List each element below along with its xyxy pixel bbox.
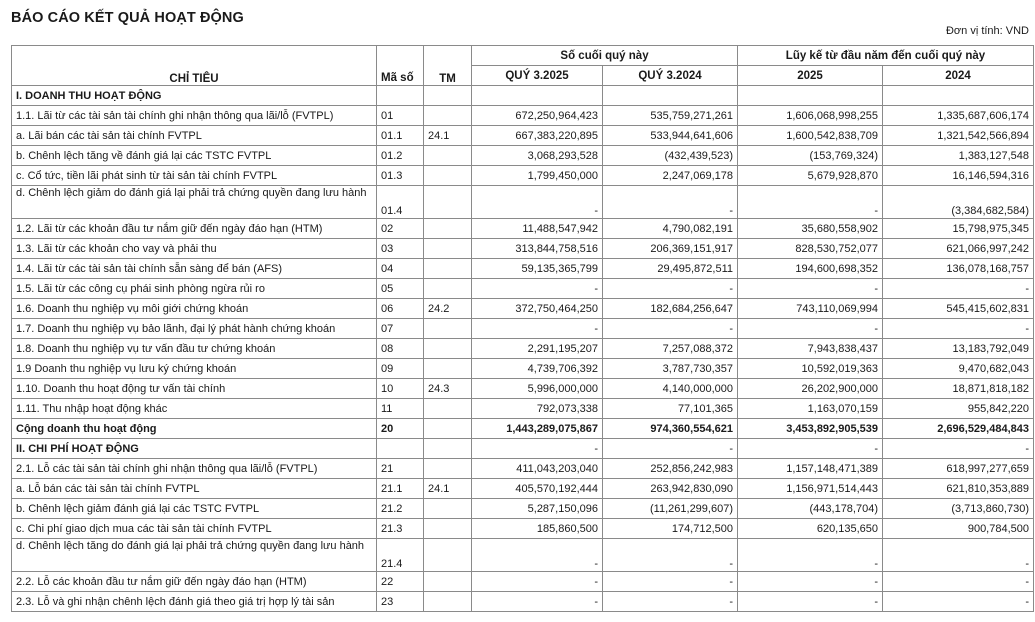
row-note — [424, 279, 472, 299]
row-note — [424, 439, 472, 459]
row-value-1: - — [472, 572, 603, 592]
table-body — [12, 86, 1034, 612]
header-tm: TM — [424, 46, 472, 86]
row-value-3: 26,202,900,000 — [738, 379, 883, 399]
row-value-4: 9,470,682,043 — [883, 359, 1034, 379]
row-label: a. Lãi bán các tài sản tài chính FVTPL — [12, 126, 377, 146]
row-value-3: 194,600,698,352 — [738, 259, 883, 279]
header-q3-2024: QUÝ 3.2024 — [603, 66, 738, 86]
row-value-3: (443,178,704) — [738, 499, 883, 519]
row-value-4: 955,842,220 — [883, 399, 1034, 419]
header-q3-2025: QUÝ 3.2025 — [472, 66, 603, 86]
row-value-1: 11,488,547,942 — [472, 219, 603, 239]
row-value-2: 4,790,082,191 — [603, 219, 738, 239]
row-code: 01.4 — [377, 186, 424, 219]
row-value-3: 1,163,070,159 — [738, 399, 883, 419]
table-row — [12, 219, 1034, 239]
row-label: Cộng doanh thu hoạt động — [12, 419, 377, 439]
row-value-2: (432,439,523) — [603, 146, 738, 166]
row-value-3: 5,679,928,870 — [738, 166, 883, 186]
row-value-1: 59,135,365,799 — [472, 259, 603, 279]
header-2025: 2025 — [738, 66, 883, 86]
table-row — [12, 299, 1034, 319]
row-value-1: 667,383,220,895 — [472, 126, 603, 146]
row-label: 1.8. Doanh thu nghiệp vụ tư vấn đầu tư chứng khoán — [12, 339, 377, 359]
row-label: d. Chênh lệch giảm do đánh giá lại phải trả chứng quyền đang lưu hành — [12, 186, 377, 219]
row-value-3: (153,769,324) — [738, 146, 883, 166]
row-value-2: 535,759,271,261 — [603, 106, 738, 126]
table-row — [12, 539, 1034, 572]
row-note — [424, 146, 472, 166]
row-label: 1.3. Lãi từ các khoản cho vay và phải thu — [12, 239, 377, 259]
row-note — [424, 572, 472, 592]
row-label: 1.9 Doanh thu nghiệp vụ lưu ký chứng khoán — [12, 359, 377, 379]
header-group-ytd: Lũy kế từ đầu năm đến cuối quý này — [738, 46, 1034, 66]
row-value-3: 7,943,838,437 — [738, 339, 883, 359]
row-value-4: 545,415,602,831 — [883, 299, 1034, 319]
row-code: 10 — [377, 379, 424, 399]
header-chi-tieu: CHỈ TIÊU — [12, 46, 377, 86]
row-value-1: 185,860,500 — [472, 519, 603, 539]
row-value-3: - — [738, 279, 883, 299]
row-value-2: - — [603, 572, 738, 592]
row-value-4: - — [883, 592, 1034, 612]
row-code: 09 — [377, 359, 424, 379]
row-code: 04 — [377, 259, 424, 279]
row-value-1: 5,287,150,096 — [472, 499, 603, 519]
row-value-3: - — [738, 319, 883, 339]
row-label: d. Chênh lệch tăng do đánh giá lại phải trả chứng quyền đang lưu hành — [12, 539, 377, 572]
row-value-4: 136,078,168,757 — [883, 259, 1034, 279]
row-note — [424, 319, 472, 339]
row-value-1 — [472, 86, 603, 106]
row-label: b. Chênh lệch giảm đánh giá lại các TSTC FVTPL — [12, 499, 377, 519]
row-value-4: 1,383,127,548 — [883, 146, 1034, 166]
table-row — [12, 319, 1034, 339]
table-row — [12, 339, 1034, 359]
row-code: 23 — [377, 592, 424, 612]
row-value-2: - — [603, 186, 738, 219]
row-note — [424, 166, 472, 186]
row-code: 08 — [377, 339, 424, 359]
row-code: 06 — [377, 299, 424, 319]
row-label: c. Cổ tức, tiền lãi phát sinh từ tài sản tài chính FVTPL — [12, 166, 377, 186]
row-code: 11 — [377, 399, 424, 419]
row-code: 21 — [377, 459, 424, 479]
row-code: 21.4 — [377, 539, 424, 572]
row-value-3: 1,157,148,471,389 — [738, 459, 883, 479]
row-value-4: - — [883, 439, 1034, 459]
row-note — [424, 219, 472, 239]
row-value-3: 1,156,971,514,443 — [738, 479, 883, 499]
row-note — [424, 419, 472, 439]
row-code: 01.3 — [377, 166, 424, 186]
row-value-4: 621,066,997,242 — [883, 239, 1034, 259]
row-code — [377, 86, 424, 106]
row-value-4: - — [883, 572, 1034, 592]
row-code — [377, 439, 424, 459]
row-value-1: - — [472, 439, 603, 459]
row-value-3: - — [738, 572, 883, 592]
row-code: 07 — [377, 319, 424, 339]
table-row — [12, 399, 1034, 419]
row-value-4: - — [883, 539, 1034, 572]
row-note — [424, 86, 472, 106]
row-note — [424, 499, 472, 519]
row-value-2: 4,140,000,000 — [603, 379, 738, 399]
row-label: 1.11. Thu nhập hoạt động khác — [12, 399, 377, 419]
row-code: 01 — [377, 106, 424, 126]
row-label: 1.4. Lãi từ các tài sản tài chính sẵn sàng để bán (AFS) — [12, 259, 377, 279]
table-row — [12, 259, 1034, 279]
row-value-4: 15,798,975,345 — [883, 219, 1034, 239]
row-value-4: 16,146,594,316 — [883, 166, 1034, 186]
row-code: 21.1 — [377, 479, 424, 499]
row-value-4: - — [883, 279, 1034, 299]
table-row — [12, 86, 1034, 106]
row-value-1: 2,291,195,207 — [472, 339, 603, 359]
row-value-1: 672,250,964,423 — [472, 106, 603, 126]
row-value-2: (11,261,299,607) — [603, 499, 738, 519]
row-label: 1.1. Lãi từ các tài sản tài chính ghi nhận thông qua lãi/lỗ (FVTPL) — [12, 106, 377, 126]
table-row — [12, 572, 1034, 592]
row-note — [424, 459, 472, 479]
table-row — [12, 519, 1034, 539]
row-note — [424, 106, 472, 126]
row-value-3: - — [738, 439, 883, 459]
row-code: 21.2 — [377, 499, 424, 519]
row-value-2: - — [603, 439, 738, 459]
row-value-4: 618,997,277,659 — [883, 459, 1034, 479]
row-note — [424, 359, 472, 379]
row-label: 1.6. Doanh thu nghiệp vụ môi giới chứng khoán — [12, 299, 377, 319]
row-value-1: 3,068,293,528 — [472, 146, 603, 166]
row-label: II. CHI PHÍ HOẠT ĐỘNG — [12, 439, 377, 459]
table-row — [12, 479, 1034, 499]
row-value-2: 263,942,830,090 — [603, 479, 738, 499]
row-code: 05 — [377, 279, 424, 299]
table-row — [12, 592, 1034, 612]
row-value-2: 77,101,365 — [603, 399, 738, 419]
row-label: 2.1. Lỗ các tài sản tài chính ghi nhận thông qua lãi/lỗ (FVTPL) — [12, 459, 377, 479]
row-value-1: 1,799,450,000 — [472, 166, 603, 186]
row-code: 21.3 — [377, 519, 424, 539]
row-value-1: 372,750,464,250 — [472, 299, 603, 319]
header-ma-so: Mã số — [377, 46, 424, 86]
row-value-3: 3,453,892,905,539 — [738, 419, 883, 439]
row-value-4: 1,335,687,606,174 — [883, 106, 1034, 126]
row-value-3: 620,135,650 — [738, 519, 883, 539]
row-value-4 — [883, 86, 1034, 106]
row-value-3: 828,530,752,077 — [738, 239, 883, 259]
row-note: 24.3 — [424, 379, 472, 399]
row-value-3: 10,592,019,363 — [738, 359, 883, 379]
row-note — [424, 399, 472, 419]
row-value-1: 313,844,758,516 — [472, 239, 603, 259]
row-value-2: 533,944,641,606 — [603, 126, 738, 146]
row-value-4: 13,183,792,049 — [883, 339, 1034, 359]
currency-unit: Đơn vị tính: VND — [945, 25, 1029, 37]
row-label: I. DOANH THU HOẠT ĐỘNG — [12, 86, 377, 106]
row-note: 24.1 — [424, 126, 472, 146]
table-row — [12, 126, 1034, 146]
row-label: a. Lỗ bán các tài sản tài chính FVTPL — [12, 479, 377, 499]
row-value-2: 182,684,256,647 — [603, 299, 738, 319]
row-value-3: 35,680,558,902 — [738, 219, 883, 239]
table-row — [12, 279, 1034, 299]
row-note — [424, 592, 472, 612]
row-code: 01.1 — [377, 126, 424, 146]
row-value-3: - — [738, 186, 883, 219]
row-label: 1.2. Lãi từ các khoản đầu tư nắm giữ đến ngày đáo hạn (HTM) — [12, 219, 377, 239]
row-value-4: 621,810,353,889 — [883, 479, 1034, 499]
header-2024: 2024 — [883, 66, 1034, 86]
row-value-1: - — [472, 319, 603, 339]
row-note — [424, 519, 472, 539]
row-value-3: - — [738, 539, 883, 572]
row-label: 1.10. Doanh thu hoạt động tư vấn tài chính — [12, 379, 377, 399]
row-note — [424, 259, 472, 279]
row-value-2: 974,360,554,621 — [603, 419, 738, 439]
row-value-4: (3,713,860,730) — [883, 499, 1034, 519]
row-note — [424, 186, 472, 219]
row-value-4: - — [883, 319, 1034, 339]
row-code: 20 — [377, 419, 424, 439]
table-row — [12, 379, 1034, 399]
table-row — [12, 106, 1034, 126]
row-value-1: 5,996,000,000 — [472, 379, 603, 399]
row-note: 24.2 — [424, 299, 472, 319]
table-row — [12, 186, 1034, 219]
row-value-1: 405,570,192,444 — [472, 479, 603, 499]
table-row — [12, 459, 1034, 479]
row-value-3: 743,110,069,994 — [738, 299, 883, 319]
row-value-1: - — [472, 592, 603, 612]
table-row — [12, 419, 1034, 439]
table-row — [12, 499, 1034, 519]
table-row — [12, 359, 1034, 379]
row-note — [424, 239, 472, 259]
row-value-2: 252,856,242,983 — [603, 459, 738, 479]
row-value-1: 4,739,706,392 — [472, 359, 603, 379]
row-value-2 — [603, 86, 738, 106]
row-label: 1.5. Lãi từ các công cụ phái sinh phòng ngừa rủi ro — [12, 279, 377, 299]
row-value-2: 174,712,500 — [603, 519, 738, 539]
row-value-1: - — [472, 539, 603, 572]
row-note — [424, 539, 472, 572]
row-value-3: 1,600,542,838,709 — [738, 126, 883, 146]
row-code: 01.2 — [377, 146, 424, 166]
row-value-3: 1,606,068,998,255 — [738, 106, 883, 126]
header-group-quarter: Số cuối quý này — [472, 46, 738, 66]
row-value-1: - — [472, 186, 603, 219]
row-value-2: 29,495,872,511 — [603, 259, 738, 279]
table-row — [12, 439, 1034, 459]
row-label: 2.2. Lỗ các khoản đầu tư nắm giữ đến ngày đáo hạn (HTM) — [12, 572, 377, 592]
row-value-4: 1,321,542,566,894 — [883, 126, 1034, 146]
income-statement-table — [11, 45, 1034, 612]
row-value-3: - — [738, 592, 883, 612]
row-value-4: 900,784,500 — [883, 519, 1034, 539]
table-row — [12, 146, 1034, 166]
row-value-2: 7,257,088,372 — [603, 339, 738, 359]
row-value-2: 2,247,069,178 — [603, 166, 738, 186]
row-note — [424, 339, 472, 359]
row-value-1: 1,443,289,075,867 — [472, 419, 603, 439]
row-value-1: 411,043,203,040 — [472, 459, 603, 479]
row-label: b. Chênh lệch tăng về đánh giá lại các TSTC FVTPL — [12, 146, 377, 166]
row-code: 02 — [377, 219, 424, 239]
row-code: 22 — [377, 572, 424, 592]
row-value-4: 18,871,818,182 — [883, 379, 1034, 399]
row-value-2: 3,787,730,357 — [603, 359, 738, 379]
row-value-2: - — [603, 279, 738, 299]
table-row — [12, 166, 1034, 186]
row-code: 03 — [377, 239, 424, 259]
report-title: BÁO CÁO KẾT QUẢ HOẠT ĐỘNG — [11, 10, 244, 26]
row-value-2: - — [603, 539, 738, 572]
table-row — [12, 239, 1034, 259]
row-value-2: - — [603, 592, 738, 612]
row-value-4: 2,696,529,484,843 — [883, 419, 1034, 439]
row-value-4: (3,384,682,584) — [883, 186, 1034, 219]
row-label: 2.3. Lỗ và ghi nhận chênh lệch đánh giá theo giá trị hợp lý tài sản — [12, 592, 377, 612]
row-value-2: - — [603, 319, 738, 339]
row-value-1: 792,073,338 — [472, 399, 603, 419]
row-label: c. Chi phí giao dịch mua các tài sản tài chính FVTPL — [12, 519, 377, 539]
row-label: 1.7. Doanh thu nghiệp vụ bảo lãnh, đại lý phát hành chứng khoán — [12, 319, 377, 339]
row-value-3 — [738, 86, 883, 106]
row-note: 24.1 — [424, 479, 472, 499]
row-value-2: 206,369,151,917 — [603, 239, 738, 259]
row-value-1: - — [472, 279, 603, 299]
